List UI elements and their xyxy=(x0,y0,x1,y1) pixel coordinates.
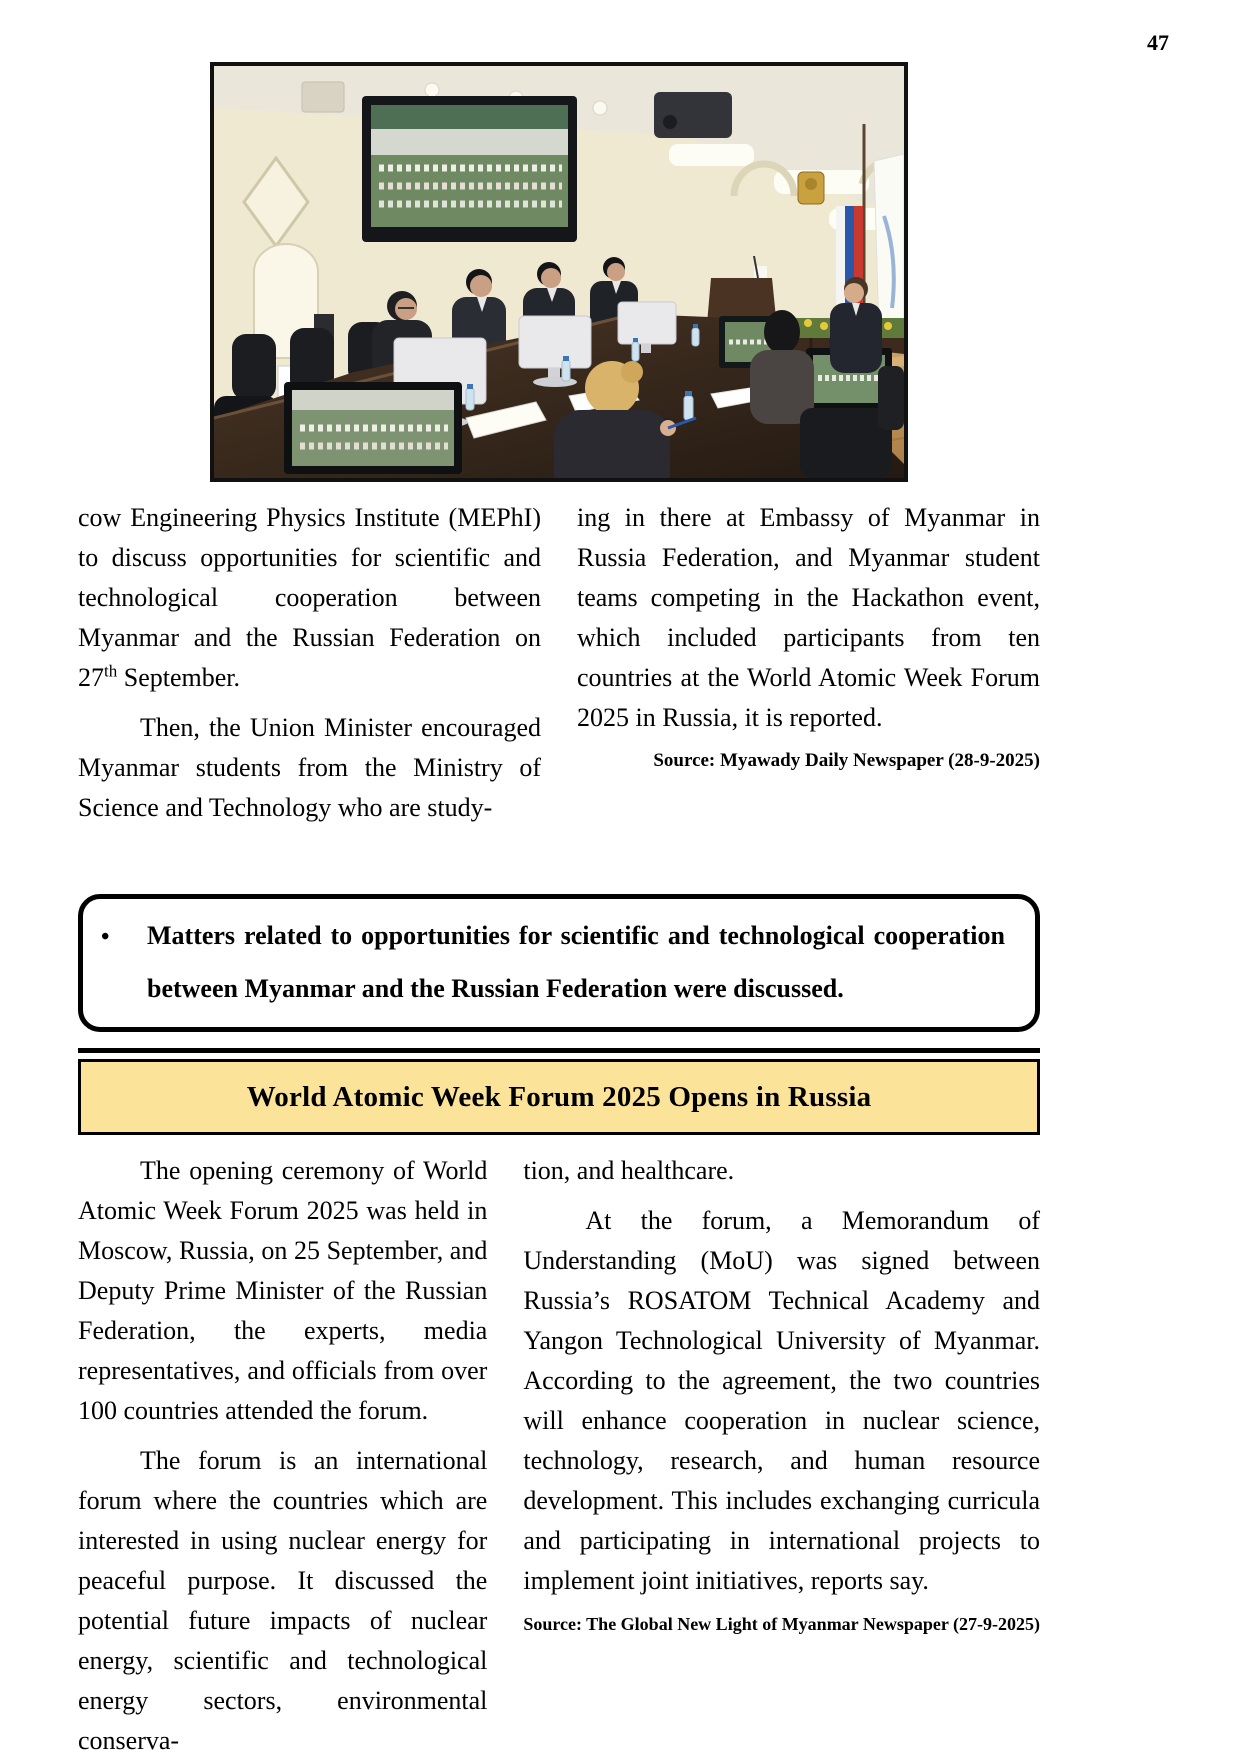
chair xyxy=(878,366,904,430)
ordinal-superscript: th xyxy=(104,661,118,681)
paragraph: tion, and healthcare. xyxy=(523,1156,735,1185)
article-bottom xyxy=(78,1151,1040,1755)
callout-text: Matters related to opportunities for scientific and technological cooperation between Myanmar and the Russian Federation were discussed. xyxy=(147,921,1005,1003)
summary-callout-box xyxy=(78,894,1040,1032)
article-bottom-right-column xyxy=(523,1151,1040,1755)
section-title: World Atomic Week Forum 2025 Opens in Russia xyxy=(246,1080,872,1113)
paragraph: The opening ceremony of World Atomic Week Forum 2025 was held in Moscow, Russia, on 25 September, and Deputy Prime Minister of the Russian Federation, the experts, media representatives, and officials from over 100 countries attended the forum. xyxy=(78,1156,488,1425)
paragraph-text: September. xyxy=(117,663,240,692)
meeting-photo-illustration xyxy=(214,66,904,478)
wall-tv xyxy=(362,96,577,242)
article-top-right-column xyxy=(577,498,1040,838)
page-number: 47 xyxy=(1147,30,1169,55)
article-bottom-left-column xyxy=(78,1151,487,1755)
paragraph: The forum is an international forum where the countries which are interested in using nuclear energy for peaceful purpose. It discussed the potential future impacts of nuclear energy, scientific and technological energy sectors, environmental conserva- xyxy=(78,1446,488,1755)
projector-lens xyxy=(663,115,677,129)
coat-of-arms xyxy=(798,172,824,204)
source-attribution: Source: Myawady Daily Newspaper (28-9-2025) xyxy=(653,750,1040,771)
bullet-icon: • xyxy=(101,924,110,950)
paragraph-text: cow Engineering Physics Institute (MEPhI) to discuss opportunities for scientific and technological cooperation between Myanmar and the Russian Federation on 27 xyxy=(78,503,541,692)
projector xyxy=(654,92,732,138)
paragraph: At the forum, a Memorandum of Understanding (MoU) was signed between Russia’s ROSATOM Technical Academy and Yangon Technological University of Myanmar. According to the agreement, the two countries will enhance cooperation in nuclear science, technology, research, and human resource development. This includes exchanging curricula and participating in international projects to implement joint initiatives, reports say. xyxy=(523,1206,1040,1595)
ceiling-light xyxy=(425,83,439,97)
meeting-photo xyxy=(210,62,908,482)
section-headline-box xyxy=(78,1059,1040,1135)
page-content xyxy=(78,62,1040,1755)
wall-speaker xyxy=(302,82,344,112)
article-top-left-column xyxy=(78,498,541,838)
monitor-screen xyxy=(284,382,462,474)
source-attribution: Source: The Global New Light of Myanmar Newspaper (27-9-2025) xyxy=(523,1614,1040,1634)
section-divider xyxy=(78,1048,1040,1053)
paragraph: ing in there at Embassy of Myanmar in Russia Federation, and Myanmar student teams competing in the Hackathon event, which included participants from ten countries at the World Atomic Week Forum 2025 in Russia, it is reported. xyxy=(577,503,1040,732)
article-top xyxy=(78,498,1040,838)
paragraph xyxy=(78,498,541,698)
ceiling-light xyxy=(593,101,607,115)
ceiling-light xyxy=(669,144,754,166)
paragraph: Then, the Union Minister encouraged Myanmar students from the Ministry of Science and Technology who are study- xyxy=(78,713,541,822)
